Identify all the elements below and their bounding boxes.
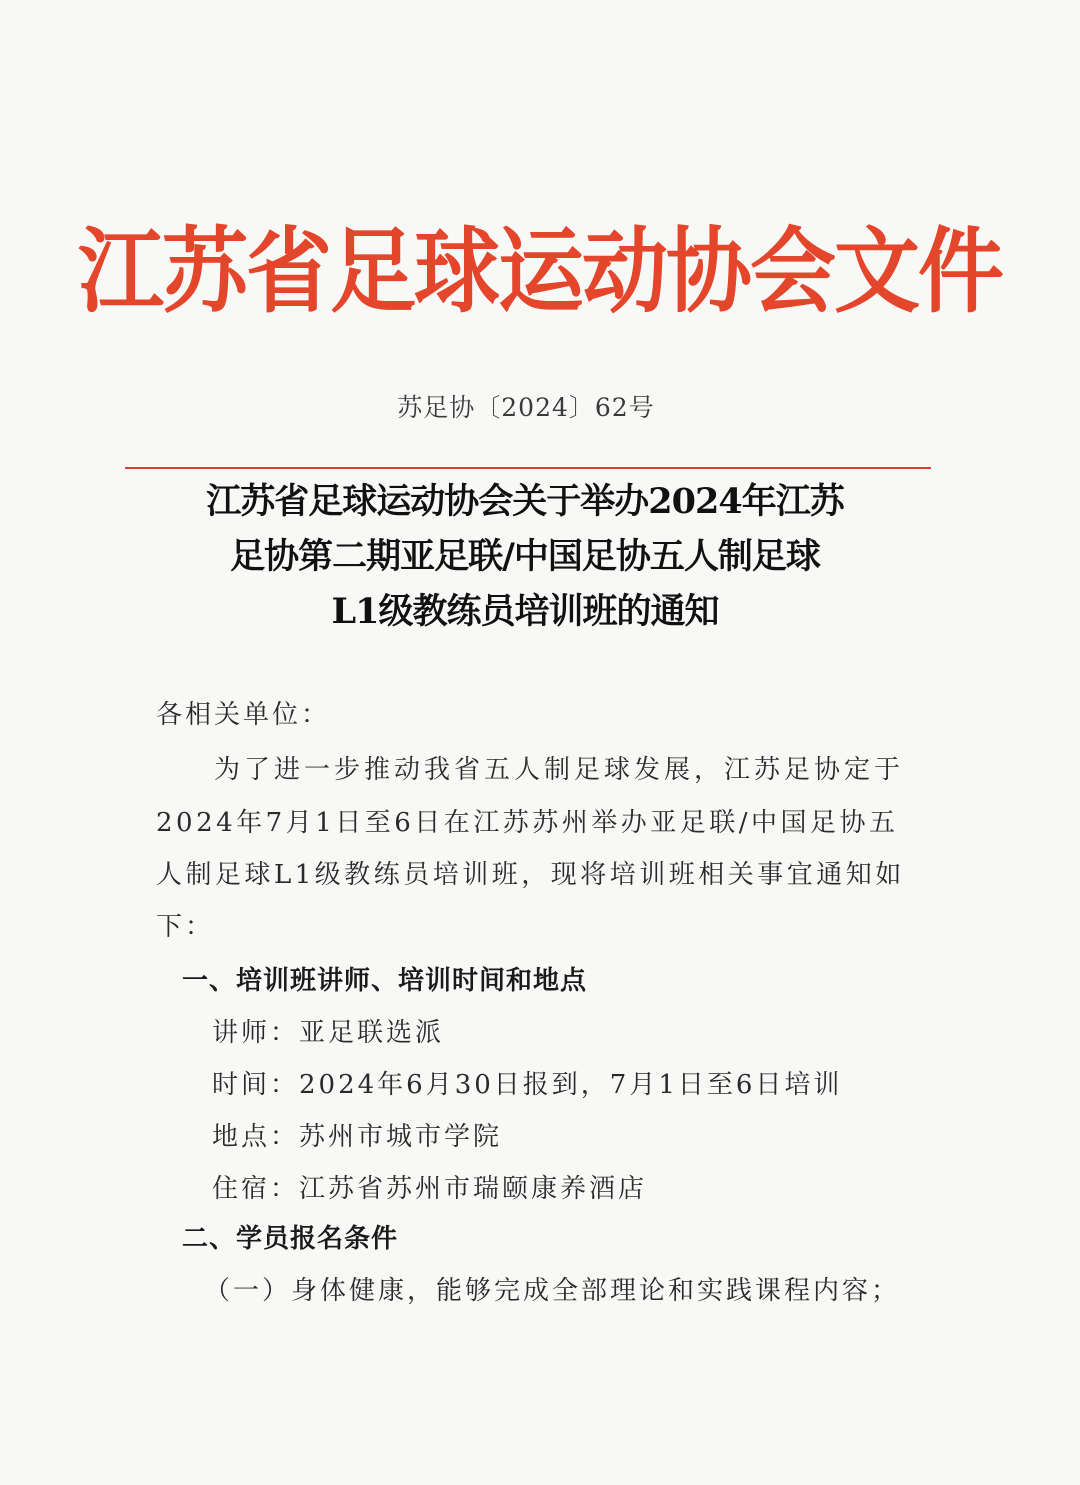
title-line: L1级教练员培训班的通知 (331, 591, 719, 632)
salutation: 各相关单位： (156, 700, 331, 730)
masthead-title: 江苏省足球运动协会文件 (78, 216, 1002, 326)
document-number: 苏足协〔2024〕62号 (397, 393, 655, 422)
section1-item: 讲师：亚足联选派 (212, 1018, 445, 1048)
section2-heading: 二、学员报名条件 (182, 1224, 399, 1254)
section1-item: 地点：苏州市城市学院 (212, 1122, 503, 1152)
section2-item: （一）身体健康，能够完成全部理论和实践课程内容； (204, 1276, 901, 1306)
red-divider (125, 467, 931, 469)
intro-line: 下： (156, 912, 215, 942)
title-line: 江苏省足球运动协会关于举办2024年江苏 (206, 481, 844, 522)
section1-heading: 一、培训班讲师、培训时间和地点 (182, 966, 588, 996)
intro-line: 2024年7月1日至6日在江苏苏州举办亚足联/中国足协五 (156, 808, 899, 838)
title-line: 足协第二期亚足联/中国足协五人制足球 (230, 536, 820, 577)
notice-title (120, 474, 930, 639)
section1-item: 住宿：江苏省苏州市瑞颐康养酒店 (212, 1174, 648, 1204)
section1-item: 时间：2024年6月30日报到，7月1日至6日培训 (212, 1070, 843, 1100)
intro-line: 为了进一步推动我省五人制足球发展，江苏足协定于 (214, 755, 905, 785)
intro-line: 人制足球L1级教练员培训班，现将培训班相关事宜通知如 (156, 860, 905, 890)
